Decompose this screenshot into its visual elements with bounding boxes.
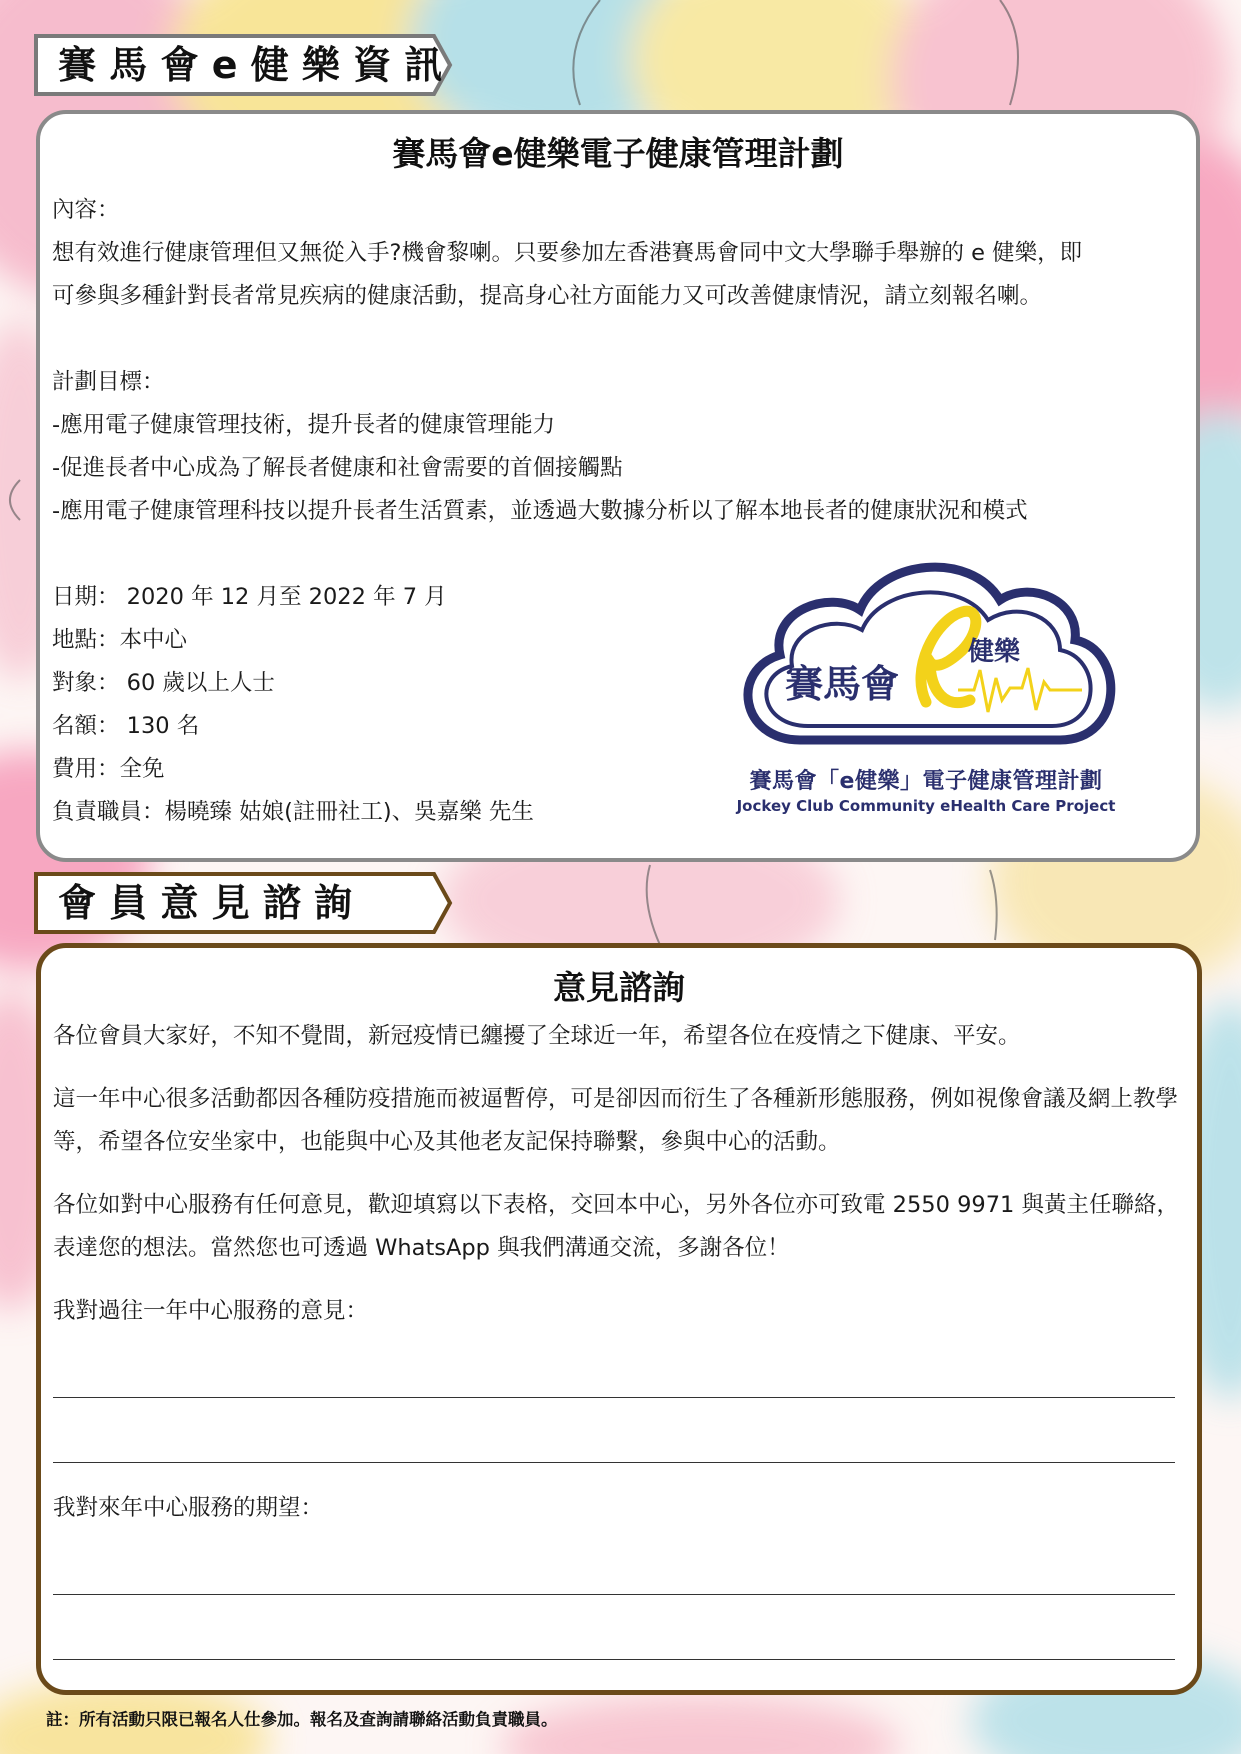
objective-item: -促進長者中心成為了解長者健康和社會需要的首個接觸點	[52, 455, 623, 481]
answer-line[interactable]	[53, 1333, 1175, 1398]
section-tab-ehealth-info	[34, 34, 454, 96]
answer-line[interactable]	[53, 1595, 1175, 1660]
logo-english-caption: Jockey Club Community eHealth Care Project	[736, 797, 1116, 815]
content-line: 可參與多種針對長者常見疾病的健康活動，提高身心社方面能力又可改善健康情況，請立刻報名喇。	[52, 283, 1043, 309]
detail-venue: 地點：本中心	[52, 627, 188, 653]
ehealth-program-card	[36, 110, 1200, 862]
content-line: 想有效進行健康管理但又無從入手?機會黎喇。只要參加左香港賽馬會同中文大學聯手舉辦的 e 健樂，即	[52, 240, 1083, 266]
detail-staff: 負責職員：楊曉臻 姑娘(註冊社工)、吳嘉樂 先生	[52, 799, 534, 825]
content-line: 內容：	[52, 197, 120, 223]
feedback-paragraph: 這一年中心很多活動都因各種防疫措施而被逼暫停，可是卻因而衍生了各種新形態服務，例如視像會議及網上教學等，希望各位安坐家中，也能與中心及其他老友記保持聯繫，參與中心的活動。	[53, 1086, 1179, 1155]
section-tab-member-feedback	[34, 872, 454, 934]
question-next-year: 我對來年中心服務的期望：	[53, 1495, 324, 1521]
answer-line[interactable]	[53, 1530, 1175, 1595]
section-tab-label: 賽 馬 會 e 健 樂 資 訊	[58, 43, 443, 87]
logo-chinese-caption: 賽馬會「e健樂」電子健康管理計劃	[749, 769, 1103, 794]
section-tab-label: 會 員 意 見 諮 詢	[58, 881, 353, 925]
feedback-title: 意見諮詢	[553, 968, 685, 1007]
feedback-content	[41, 1015, 1197, 1660]
objectives-heading: 計劃目標：	[52, 369, 165, 395]
feedback-card	[36, 943, 1202, 1695]
detail-date: 日期： 2020 年 12 月至 2022 年 7 月	[52, 584, 447, 610]
svg-text:賽馬會: 賽馬會	[785, 662, 900, 706]
feedback-paragraph: 各位會員大家好，不知不覺間，新冠疫情已纏擾了全球近一年，希望各位在疫情之下健康、平安。	[53, 1023, 1021, 1049]
feedback-paragraph: 各位如對中心服務有任何意見，歡迎填寫以下表格，交回本中心，另外各位亦可致電 2550 9971 與黃主任聯絡，表達您的想法。當然您也可透過 WhatsApp 與我們溝通交流，多謝各位！	[53, 1192, 1179, 1261]
ehealth-logo	[730, 550, 1122, 815]
detail-target: 對象： 60 歲以上人士	[52, 670, 275, 696]
detail-fee: 費用：全免	[52, 756, 165, 782]
program-title: 賽馬會e健樂電子健康管理計劃	[392, 134, 844, 173]
footnote: 註：所有活動只限已報名人仕參加。報名及查詢請聯絡活動負責職員。	[46, 1710, 558, 1729]
answer-line[interactable]	[53, 1398, 1175, 1463]
content-blank-line	[52, 318, 1186, 361]
objective-item: -應用電子健康管理技術，提升長者的健康管理能力	[52, 412, 556, 438]
cloud-logo-icon	[730, 550, 1122, 760]
detail-quota: 名額： 130 名	[52, 713, 200, 739]
question-past-year: 我對過往一年中心服務的意見：	[53, 1298, 369, 1324]
svg-text:健樂: 健樂	[968, 637, 1021, 667]
objective-item: -應用電子健康管理科技以提升長者生活質素，並透過大數據分析以了解本地長者的健康狀況和模式	[52, 498, 1028, 524]
